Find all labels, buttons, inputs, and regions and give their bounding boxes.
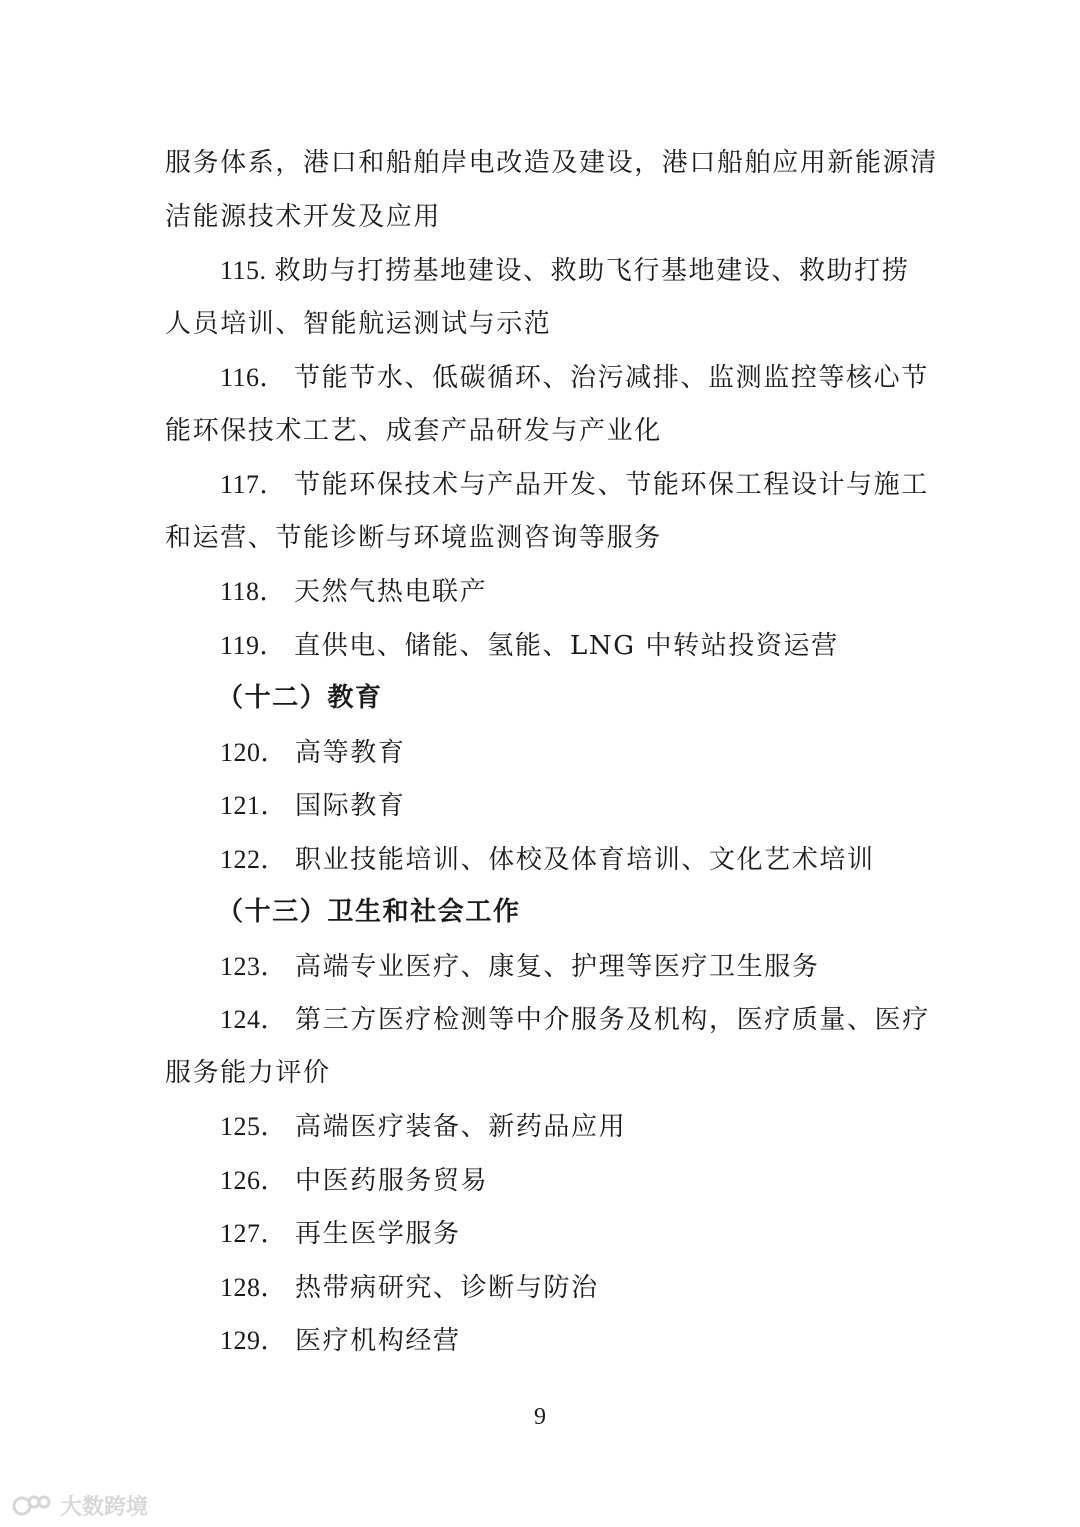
line-text: 高端专业医疗、康复、护理等医疗卫生服务 — [295, 951, 820, 982]
brand-logo-icon — [12, 1494, 54, 1518]
text-line — [165, 1314, 917, 1368]
text-line — [165, 833, 917, 887]
section-heading — [165, 886, 917, 940]
line-text: 第三方医疗检测等中介服务及机构，医疗质量、医疗 — [295, 1005, 930, 1035]
item-number: 116． — [220, 363, 287, 392]
line-text: 服务能力评价 — [165, 1057, 331, 1088]
line-text: 直供电、储能、氢能、LNG 中转站投资运营 — [294, 630, 839, 661]
text-line — [165, 458, 929, 512]
line-text: 和运营、节能诊断与环境监测咨询等服务 — [165, 522, 662, 553]
text-line — [165, 137, 938, 191]
item-number: 121． — [220, 791, 288, 820]
item-number: 115. — [220, 256, 267, 285]
text-line — [165, 1047, 917, 1101]
text-line — [165, 1207, 917, 1261]
text-line — [165, 512, 917, 566]
line-text: （十二）教育 — [217, 683, 383, 713]
item-number: 129． — [220, 1326, 288, 1355]
section-heading — [165, 672, 917, 726]
line-text: 职业技能培训、体校及体育培训、文化艺术培训 — [295, 844, 875, 875]
line-text: 高端医疗装备、新药品应用 — [295, 1112, 627, 1142]
text-line — [165, 940, 917, 994]
item-number: 120． — [220, 737, 288, 767]
item-number: 118． — [220, 577, 287, 606]
line-text: 节能节水、低碳循环、治污减排、监测监控等核心节 — [294, 363, 929, 393]
line-text: （十三）卫生和社会工作 — [217, 897, 521, 927]
line-text: 天然气热电联产 — [294, 577, 488, 607]
text-line — [165, 993, 930, 1047]
item-number: 122． — [220, 844, 288, 874]
text-line — [165, 298, 917, 352]
text-line — [165, 1154, 917, 1208]
line-text: 高等教育 — [295, 737, 406, 768]
watermark — [12, 1490, 148, 1521]
line-text: 中医药服务贸易 — [295, 1165, 489, 1196]
text-line — [165, 351, 929, 405]
item-number: 117． — [220, 470, 287, 499]
document-body — [165, 137, 938, 1368]
line-text: 能环保技术工艺、成套产品研发与产业化 — [165, 415, 662, 446]
line-text: 热带病研究、诊断与防治 — [295, 1272, 599, 1303]
text-line — [165, 619, 917, 673]
text-line — [165, 779, 917, 833]
text-line — [165, 1100, 917, 1154]
text-line — [165, 405, 917, 459]
item-number: 125． — [220, 1112, 288, 1141]
watermark-text: 大数跨境 — [60, 1495, 149, 1520]
text-line — [165, 1261, 917, 1315]
item-number: 119． — [220, 630, 287, 660]
line-text: 国际教育 — [295, 791, 406, 821]
line-text: 医疗机构经营 — [295, 1326, 461, 1356]
item-number: 126． — [220, 1165, 288, 1195]
line-text: 再生医学服务 — [295, 1219, 461, 1249]
item-number: 124． — [220, 1005, 288, 1034]
line-text: 节能环保技术与产品开发、节能环保工程设计与施工 — [294, 470, 929, 500]
text-line — [165, 726, 917, 780]
item-number: 127． — [220, 1219, 288, 1248]
text-line — [165, 244, 917, 298]
line-text: 服务体系，港口和船舶岸电改造及建设，港口船舶应用新能源清 — [165, 148, 938, 178]
line-text: 洁能源技术开发及应用 — [165, 201, 442, 232]
line-text: 人员培训、智能航运测试与示范 — [165, 308, 552, 339]
page-number: 9 — [534, 1404, 546, 1430]
line-text: 救助与打捞基地建设、救助飞行基地建设、救助打捞 — [274, 256, 910, 286]
text-line — [165, 191, 917, 245]
item-number: 128． — [220, 1272, 288, 1302]
item-number: 123． — [220, 951, 288, 981]
text-line — [165, 565, 917, 619]
